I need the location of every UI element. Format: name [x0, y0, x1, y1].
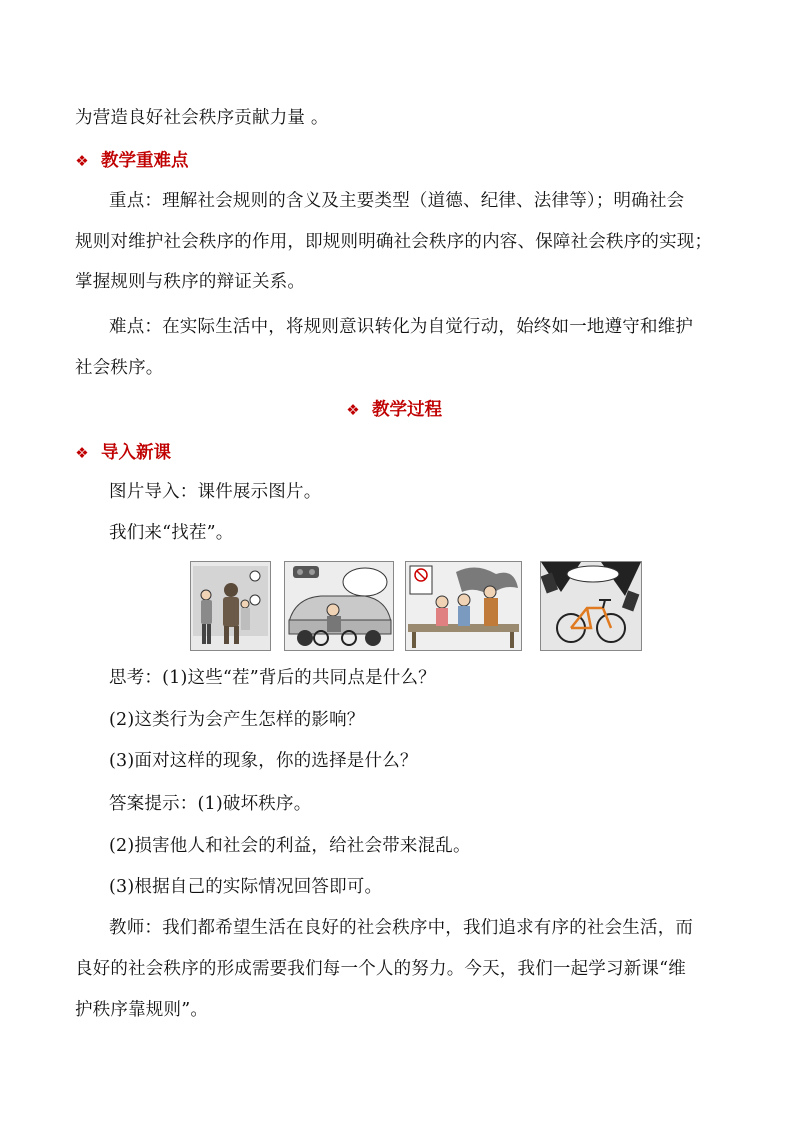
find-fault-text: 我们来“找茬”。: [109, 523, 234, 543]
process-title: 教学过程: [372, 400, 442, 420]
key-point-line-3: 掌握规则与秩序的辩证关系。: [75, 272, 306, 292]
key-point-line-2: 规则对维护社会秩序的作用，即规则明确社会秩序的内容、保障社会秩序的实现；: [75, 232, 713, 252]
difficulty-title: 教学重难点: [101, 151, 189, 171]
picture-intro-text: 图片导入：课件展示图片。: [109, 482, 322, 502]
key-point-line-1: 重点：理解社会规则的含义及主要类型（道德、纪律、法律等）；明确社会: [109, 191, 685, 211]
lead-in-title: 导入新课: [101, 443, 171, 463]
think-line-1: 思考：(1)这些“茬”背后的共同点是什么？: [109, 668, 436, 688]
teacher-line-2: 良好的社会秩序的形成需要我们每一个人的努力。今天，我们一起学习新课“维: [75, 959, 686, 979]
think-line-2: (2)这类行为会产生怎样的影响？: [109, 710, 365, 730]
teacher-line-1: 教师：我们都希望生活在良好的社会秩序中，我们追求有序的社会生活，而: [109, 918, 694, 938]
diamond-bullet-icon: ❖: [346, 401, 360, 419]
smoking-on-bench-illustration: [405, 561, 522, 651]
diamond-bullet-icon: ❖: [75, 152, 89, 170]
damaged-shared-bike-illustration: [540, 561, 642, 651]
process-heading: [346, 398, 442, 422]
selfie-with-statue-illustration: [190, 561, 271, 651]
answer-line-2: (2)损害他人和社会的利益，给社会带来混乱。: [109, 836, 471, 856]
hard-point-line-1: 难点：在实际生活中，将规则意识转化为自觉行动，始终如一地遵守和维护: [109, 317, 694, 337]
teacher-line-3: 护秩序靠规则”。: [75, 1000, 209, 1020]
think-line-3: (3)面对这样的现象，你的选择是什么？: [109, 751, 418, 771]
answer-line-1: 答案提示：(1)破坏秩序。: [109, 794, 312, 814]
hard-point-line-2: 社会秩序。: [75, 358, 164, 378]
lead-in-heading: [75, 441, 171, 465]
difficulty-heading: [75, 149, 189, 173]
answer-line-3: (3)根据自己的实际情况回答即可。: [109, 877, 383, 897]
car-blocked-by-scooter-illustration: [284, 561, 394, 651]
diamond-bullet-icon: ❖: [75, 444, 89, 462]
intro-tail-text: 为营造良好社会秩序贡献力量 。: [75, 108, 329, 128]
